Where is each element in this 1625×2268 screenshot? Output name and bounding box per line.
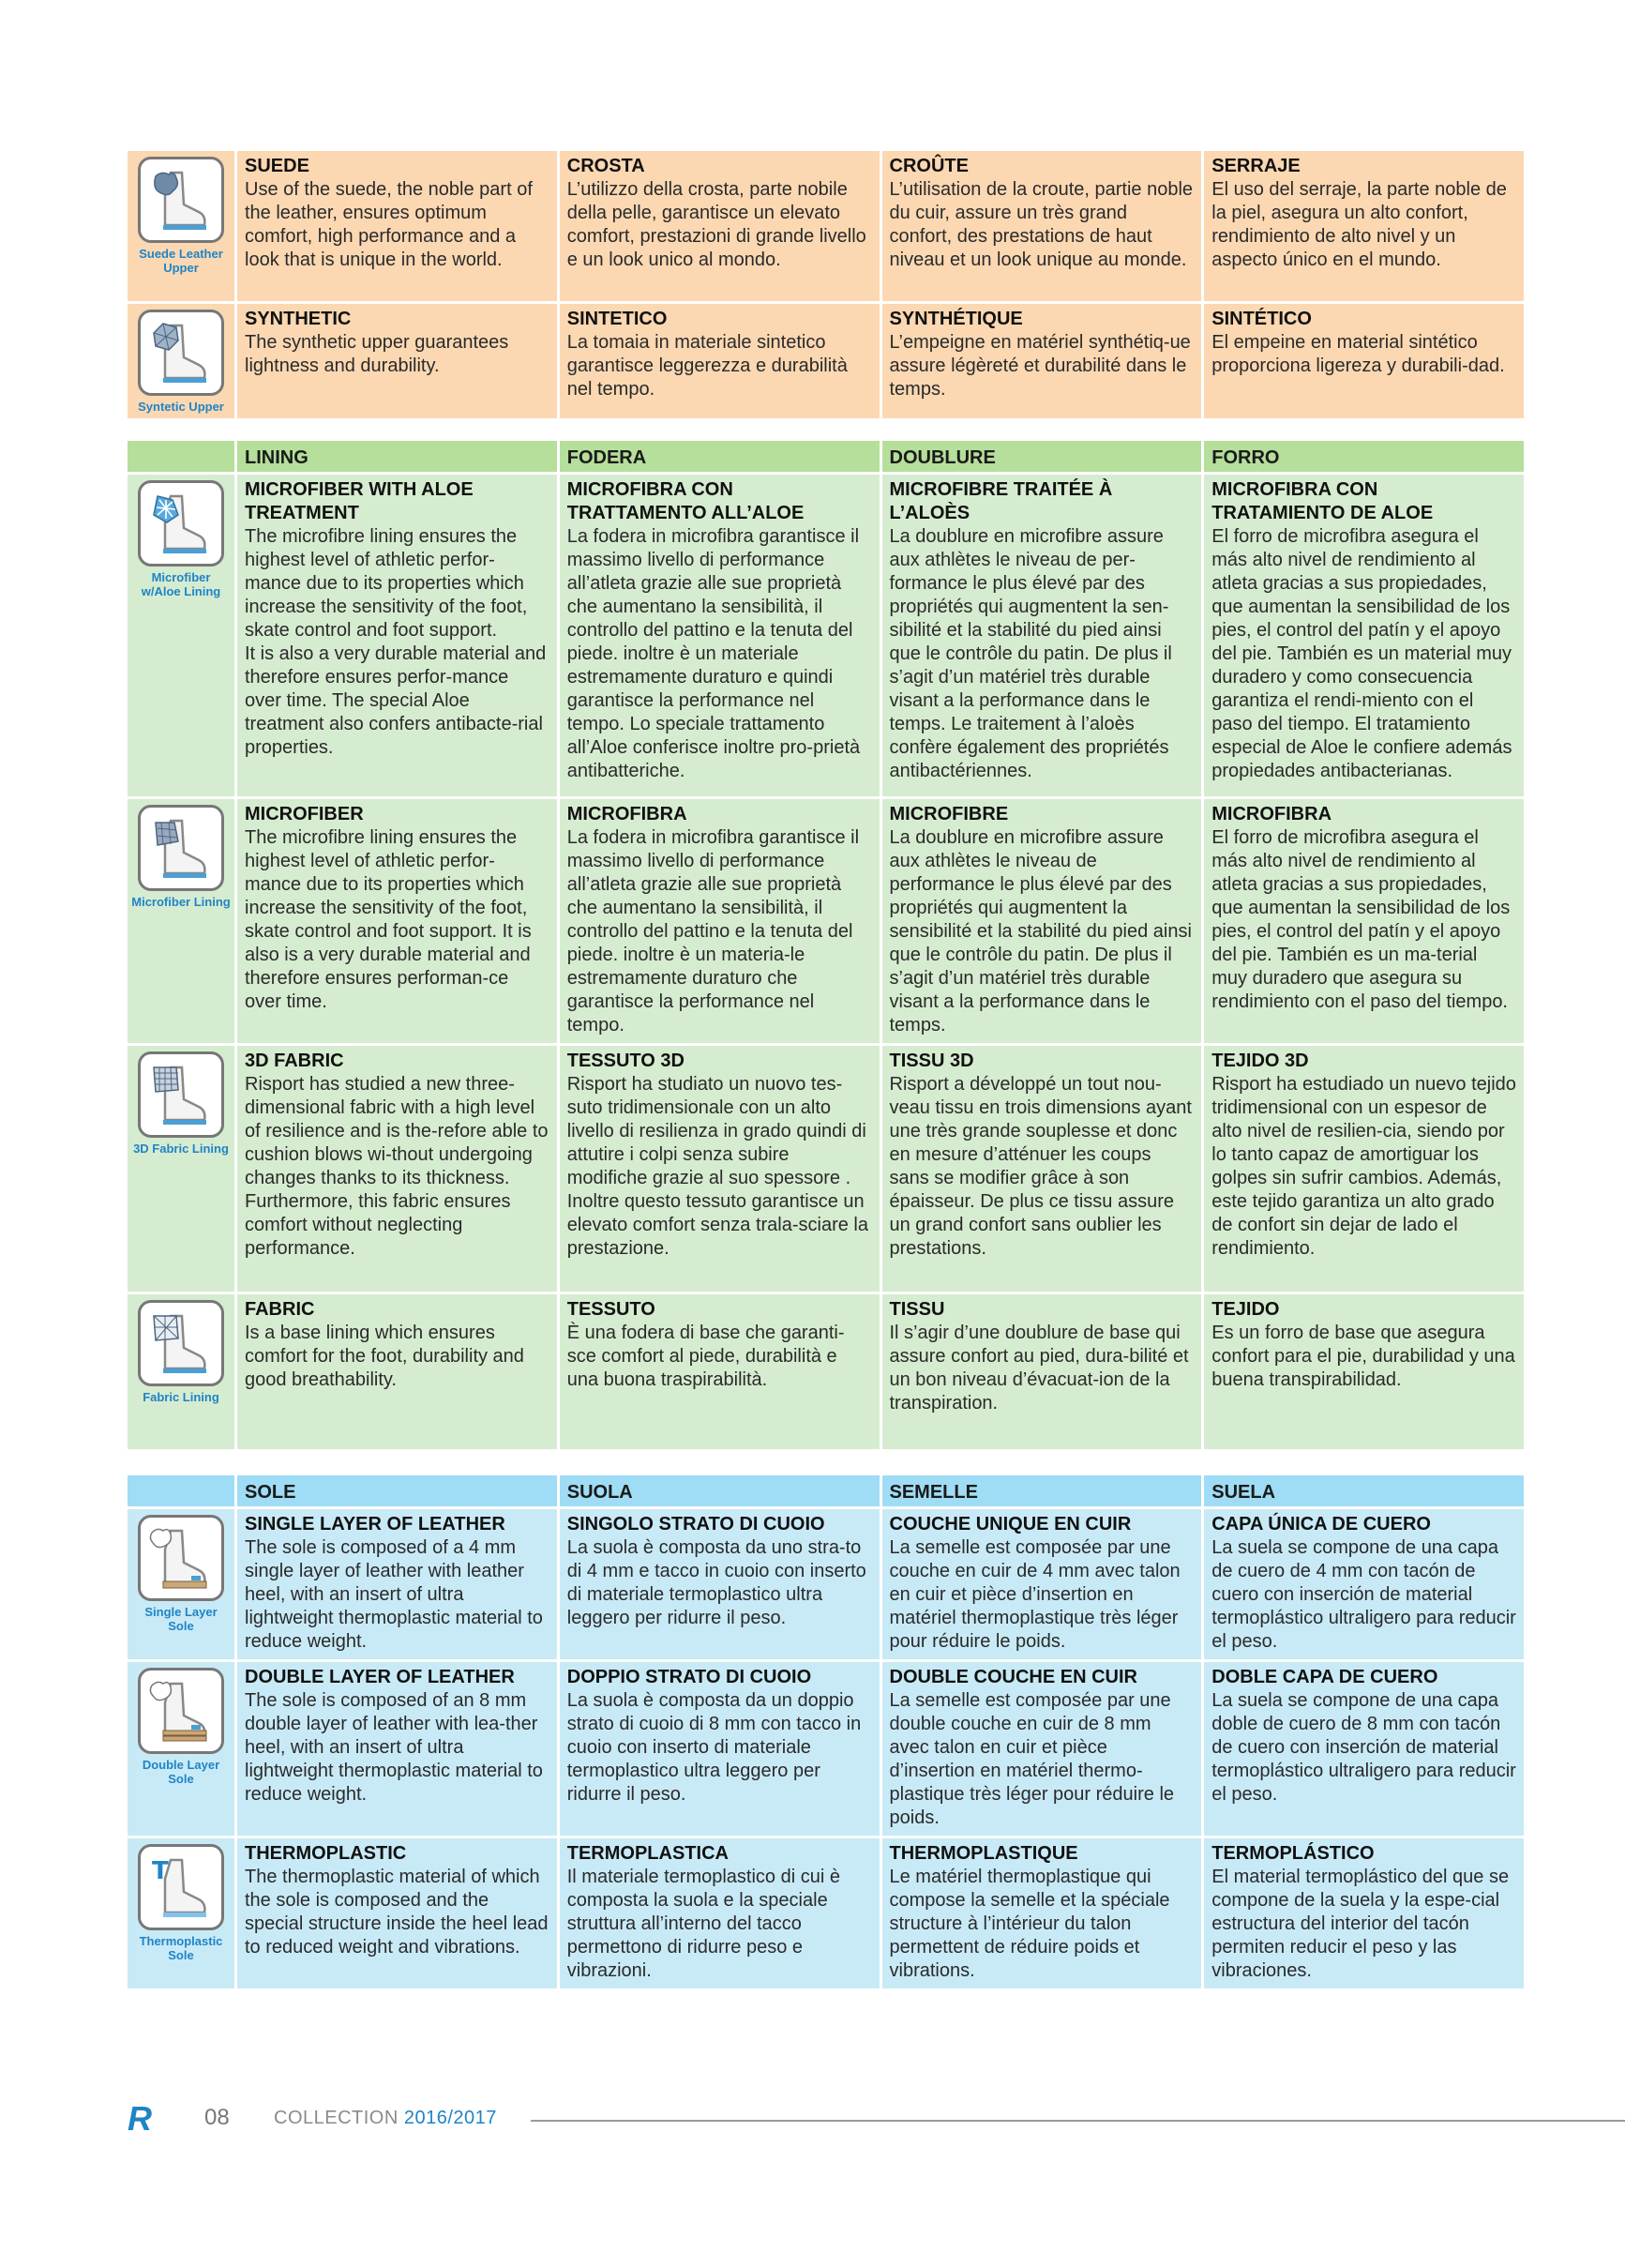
material-name: THERMOPLASTIC bbox=[245, 1843, 407, 1864]
material-description: La suola è composta da un doppio strato di cuoio di 8 mm con tacco in cuoio con inserto di materiale termoplastico ultra leggero per ridurre il peso. bbox=[566, 1690, 862, 1805]
cell-it bbox=[560, 799, 880, 1043]
cell-it bbox=[560, 1294, 880, 1449]
material-description: El material termoplástico del que se compone de la suela y la espe-cial estructura del interior del tacón permiten reducir el peso y las vibraciones. bbox=[1211, 1867, 1510, 1981]
cell-fr bbox=[882, 151, 1202, 301]
icon-label: Microfiber w/Aloe Lining bbox=[141, 570, 221, 598]
table-row bbox=[128, 151, 1524, 301]
material-name: SYNTHÉTIQUE bbox=[889, 309, 1023, 329]
material-name: SINGLE LAYER OF LEATHER bbox=[245, 1514, 505, 1535]
icon-label: 3D Fabric Lining bbox=[133, 1142, 229, 1156]
material-description: Il materiale termoplastico di cui è composta la suola e la speciale struttura all’interno del tacco permettono di ridurre peso e vibrazioni. bbox=[566, 1867, 840, 1981]
cell-en bbox=[237, 799, 557, 1043]
header-spacer bbox=[128, 1475, 234, 1506]
material-description: La suela se compone de una capa doble de cuero de 8 mm con tacón de cuero con inserción de material termoplástico ultraligero para reducir el peso. bbox=[1211, 1690, 1516, 1805]
header-en: SOLE bbox=[237, 1475, 557, 1506]
icon-label: Thermoplastic Sole bbox=[139, 1934, 223, 1962]
material-description: The synthetic upper guarantees lightness and durability. bbox=[245, 332, 509, 376]
icon-label: Fabric Lining bbox=[143, 1390, 219, 1404]
material-description: El uso del serraje, la parte noble de la piel, asegura un alto confort, rendimiento de alto nivel y un aspecto único en el mundo. bbox=[1211, 179, 1507, 270]
material-description: El empeine en material sintético proporciona ligereza y durabili-dad. bbox=[1211, 332, 1505, 376]
header-it: FODERA bbox=[560, 441, 880, 472]
sole-header-row bbox=[128, 1475, 1524, 1506]
cell-en bbox=[237, 1294, 557, 1449]
material-name: MICROFIBRA bbox=[566, 804, 687, 824]
lining-icon-cell bbox=[128, 1294, 234, 1449]
fabric-lining-icon bbox=[138, 1300, 224, 1386]
header-fr: DOUBLURE bbox=[882, 441, 1202, 472]
header-spacer bbox=[128, 441, 234, 472]
header-it: SUOLA bbox=[560, 1475, 880, 1506]
header-fr: SEMELLE bbox=[882, 1475, 1202, 1506]
cell-it bbox=[560, 1662, 880, 1836]
table-row bbox=[128, 799, 1524, 1043]
microfiber-lining-icon bbox=[138, 805, 224, 891]
material-name: DOUBLE LAYER OF LEATHER bbox=[245, 1667, 515, 1687]
sole-icon-cell bbox=[128, 1509, 234, 1659]
icon-label: Syntetic Upper bbox=[138, 400, 224, 414]
material-name: TISSU 3D bbox=[889, 1051, 974, 1071]
cell-en bbox=[237, 1046, 557, 1292]
lining-section bbox=[125, 438, 1527, 1452]
thermoplastic-sole-icon bbox=[138, 1844, 224, 1930]
material-description: Risport a développé un tout nou-veau tissu en trois dimensions ayant une très grande souplesse et donc en mesure d’atténuer les coups sans se modifier grâce à son épaisseur. De plus ce tissu assure un grand confort sans oublier les prestations. bbox=[889, 1074, 1192, 1259]
table-row bbox=[128, 475, 1524, 796]
sole-icon-cell bbox=[128, 1838, 234, 1988]
syntetic-upper-icon bbox=[138, 310, 224, 396]
suede-leather-upper-icon bbox=[138, 157, 224, 243]
risport-logo: R bbox=[128, 2099, 152, 2138]
material-description: La suela se compone de una capa de cuero de 4 mm con tacón de cuero con inserción de material termoplástico ultraligero para reducir el peso. bbox=[1211, 1537, 1516, 1652]
table-row bbox=[128, 1046, 1524, 1292]
header-es: FORRO bbox=[1204, 441, 1524, 472]
cell-en bbox=[237, 304, 557, 418]
cell-it bbox=[560, 151, 880, 301]
material-name: MICROFIBRA CON TRATAMIENTO DE ALOE bbox=[1211, 479, 1434, 523]
material-description: La suola è composta da uno stra-to di 4 mm e tacco in cuoio con inserto di materiale termoplastico ultra leggero per ridurre il peso. bbox=[566, 1537, 866, 1628]
3d-fabric-lining-icon bbox=[138, 1051, 224, 1138]
cell-en bbox=[237, 151, 557, 301]
lining-icon-cell bbox=[128, 799, 234, 1043]
double-layer-sole-icon bbox=[138, 1668, 224, 1754]
cell-es bbox=[1204, 1509, 1524, 1659]
material-name: MICROFIBRE TRAITÉE À L’ALOÈS bbox=[889, 479, 1113, 523]
cell-en bbox=[237, 1838, 557, 1988]
material-description: Risport ha estudiado un nuevo tejido tridimensional con un espesor de alto nivel de resilien-cia, siendo por lo tanto capaz de amortiguar los golpes sin sufrir cambios. Además, este tejido garantiza un alto grado de confort sin dejar de lado el rendimiento. bbox=[1211, 1074, 1516, 1259]
cell-es bbox=[1204, 1838, 1524, 1988]
table-row bbox=[128, 1838, 1524, 1988]
collection-label bbox=[274, 2108, 497, 2129]
icon-label: Microfiber Lining bbox=[131, 895, 231, 909]
material-name: MICROFIBER WITH ALOE TREATMENT bbox=[245, 479, 474, 523]
material-description: La doublure en microfibre assure aux athlètes le niveau de per-formance le plus élevé par des propriétés qui augmentent la sen-sibilité et la stabilité du pied ainsi que le contrôle du patin. De plus il s’agit d’un matériel très durable visant a la performance dans le temps. Le traitement à l’aloès confère également des propriétés antibactériennes. bbox=[889, 526, 1172, 781]
material-name: TESSUTO 3D bbox=[566, 1051, 685, 1071]
thermoplastic-letter: T bbox=[152, 1857, 169, 1885]
cell-it bbox=[560, 304, 880, 418]
material-description: La semelle est composée par une double couche en cuir de 8 mm avec talon en cuir et pièce d’insertion en matériel thermo-plastique très léger pour réduire le poids. bbox=[889, 1690, 1175, 1828]
material-description: La semelle est composée par une couche en cuir de 4 mm avec talon en cuir et pièce d’insertion en matériel thermoplastique très léger pour réduire le poids. bbox=[889, 1537, 1181, 1652]
table-row bbox=[128, 304, 1524, 418]
material-name: DOBLE CAPA DE CUERO bbox=[1211, 1667, 1438, 1687]
icon-label: Double Layer Sole bbox=[142, 1758, 220, 1786]
footer-rule bbox=[531, 2120, 1625, 2122]
material-name: SUEDE bbox=[245, 156, 309, 176]
material-description: L’empeigne en matériel synthétiq-ue assure légèreté et durabilité dans le temps. bbox=[889, 332, 1191, 400]
page-footer bbox=[128, 2099, 1625, 2137]
material-description: Is a base lining which ensures comfort for the foot, durability and good breathability. bbox=[245, 1323, 524, 1390]
icon-label: Single Layer Sole bbox=[144, 1605, 218, 1633]
cell-es bbox=[1204, 1294, 1524, 1449]
microfiber-aloe-lining-icon bbox=[138, 480, 224, 567]
table-row bbox=[128, 1509, 1524, 1659]
header-es: SUELA bbox=[1204, 1475, 1524, 1506]
cell-fr bbox=[882, 1509, 1202, 1659]
material-name: TERMOPLÁSTICO bbox=[1211, 1843, 1375, 1864]
material-name: SERRAJE bbox=[1211, 156, 1301, 176]
material-name: TERMOPLASTICA bbox=[566, 1843, 729, 1864]
section-gap bbox=[128, 421, 1524, 438]
material-description: Risport has studied a new three-dimensional fabric with a high level of resilience and is the-refore able to cushion blows wi-thout undergoing changes thanks to its thickness. Furthermore, this fabric ensures comfort without neglecting performance. bbox=[245, 1074, 549, 1259]
cell-fr bbox=[882, 304, 1202, 418]
material-name: SINGOLO STRATO DI CUOIO bbox=[566, 1514, 825, 1535]
material-description: La fodera in microfibra garantisce il massimo livello di performance all’atleta grazie alle sue proprietà che aumentano la sensibilità, il controllo del pattino e la tenuta del piede. inoltre è un materiale estremamente duraturo e quindi garantisce la performance nel tempo. Lo speciale trattamento all’Aloe conferisce inoltre pro-prietà antibatteriche. bbox=[566, 526, 861, 781]
collection-year: 2016/2017 bbox=[403, 2108, 497, 2128]
section-gap bbox=[128, 1452, 1524, 1473]
cell-it bbox=[560, 475, 880, 796]
single-layer-sole-icon bbox=[138, 1515, 224, 1601]
cell-es bbox=[1204, 151, 1524, 301]
cell-en bbox=[237, 1509, 557, 1659]
material-description: Use of the suede, the noble part of the leather, ensures optimum comfort, high performance and a look that is unique in the world. bbox=[245, 179, 533, 270]
material-description: È una fodera di base che garanti-sce comfort al piede, durabilità e una buona traspirabilità. bbox=[566, 1323, 845, 1390]
material-name: MICROFIBRA bbox=[1211, 804, 1332, 824]
cell-es bbox=[1204, 304, 1524, 418]
cell-fr bbox=[882, 799, 1202, 1043]
lining-icon-cell bbox=[128, 1046, 234, 1292]
upper-icon-cell bbox=[128, 304, 234, 418]
material-name: MICROFIBRA CON TRATTAMENTO ALL’ALOE bbox=[566, 479, 805, 523]
material-description: The thermoplastic material of which the sole is composed and the special structure inside the heel lead to reduced weight and vibrations. bbox=[245, 1867, 549, 1958]
icon-label: Suede Leather Upper bbox=[139, 247, 223, 275]
material-name: 3D FABRIC bbox=[245, 1051, 344, 1071]
material-description: Il s’agir d’une doublure de base qui assure confort au pied, dura-bilité et un bon niveau d’évacuat-ion de la transpiration. bbox=[889, 1323, 1189, 1414]
material-name: TEJIDO 3D bbox=[1211, 1051, 1309, 1071]
material-description: Risport ha studiato un nuovo tes-suto tridimensionale con un alto livello di resilienza in grado quindi di attutire i colpi senza subire modifiche grazie al suo spessore . Inoltre questo tessuto garantisce un elevato comfort senza trala-sciare la prestazione. bbox=[566, 1074, 868, 1259]
material-name: CROSTA bbox=[566, 156, 645, 176]
material-name: SYNTHETIC bbox=[245, 309, 352, 329]
material-name: MICROFIBER bbox=[245, 804, 364, 824]
cell-fr bbox=[882, 1294, 1202, 1449]
header-en: LINING bbox=[237, 441, 557, 472]
page-number: 08 bbox=[204, 2105, 230, 2130]
material-description: El forro de microfibra asegura el más alto nivel de rendimiento al atleta gracias a sus propiedades, que aumentan la sensibilidad de los pies, el control del patín y el apoyo del pie. También es un material muy duradero y como consecuencia garantiza el rendi-miento con el paso del tiempo. El tratamiento especial de Aloe le confiere además propiedades antibacterianas. bbox=[1211, 526, 1512, 781]
table-row bbox=[128, 1294, 1524, 1449]
material-name: SINTETICO bbox=[566, 309, 668, 329]
material-name: DOUBLE COUCHE EN CUIR bbox=[889, 1667, 1137, 1687]
cell-es bbox=[1204, 1046, 1524, 1292]
collection-text: COLLECTION bbox=[274, 2108, 399, 2128]
upper-icon-cell bbox=[128, 151, 234, 301]
material-description: The microfibre lining ensures the highest level of athletic perfor-mance due to its properties which increase the sensitivity of the foot, skate control and foot support. It is also a very durable material and therefore ensures perfor-mance over time. The special Aloe treatment also confers antibacte-rial properties. bbox=[245, 526, 547, 758]
cell-it bbox=[560, 1509, 880, 1659]
material-name: CAPA ÚNICA DE CUERO bbox=[1211, 1514, 1431, 1535]
material-table bbox=[128, 148, 1524, 1991]
upper-section bbox=[125, 148, 1527, 421]
cell-es bbox=[1204, 799, 1524, 1043]
cell-it bbox=[560, 1046, 880, 1292]
cell-fr bbox=[882, 1662, 1202, 1836]
material-description: L’utilisation de la croute, partie noble du cuir, assure un très grand confort, des prestations de haut niveau et un look unique au monde. bbox=[889, 179, 1194, 270]
material-description: The sole is composed of a 4 mm single layer of leather with leather heel, with an insert of ultra lightweight thermoplastic material to reduce weight. bbox=[245, 1537, 543, 1652]
cell-fr bbox=[882, 1046, 1202, 1292]
material-description: Es un forro de base que asegura confort para el pie, durabilidad y una buena transpirabilidad. bbox=[1211, 1323, 1515, 1390]
material-name: CROÛTE bbox=[889, 156, 969, 176]
material-description: El forro de microfibra asegura el más alto nivel de rendimiento al atleta gracias a sus propiedades, que aumentan la sensibilidad de los pies, el control del patín y el apoyo del pie. También es un ma-terial muy duradero que asegura su rendimiento con el paso del tiempo. bbox=[1211, 827, 1511, 1012]
cell-en bbox=[237, 475, 557, 796]
material-name: TISSU bbox=[889, 1299, 945, 1320]
material-name: SINTÉTICO bbox=[1211, 309, 1312, 329]
cell-en bbox=[237, 1662, 557, 1836]
material-name: FABRIC bbox=[245, 1299, 315, 1320]
material-description: La fodera in microfibra garantisce il massimo livello di performance all’atleta grazie alle sue proprietà che aumentano la sensibilità, il controllo del pattino e la tenuta del piede. inoltre è un materia-le estremamente duraturo che garantisce la performance nel tempo. bbox=[566, 827, 860, 1036]
cell-es bbox=[1204, 1662, 1524, 1836]
cell-fr bbox=[882, 475, 1202, 796]
lining-header-row bbox=[128, 441, 1524, 472]
material-description: Le matériel thermoplastique qui compose la semelle et la spéciale structure à l’intérieur du talon permettent de réduire poids et vibrations. bbox=[889, 1867, 1170, 1981]
material-name: COUCHE UNIQUE EN CUIR bbox=[889, 1514, 1132, 1535]
material-description: L’utilizzo della crosta, parte nobile della pelle, garantisce un elevato comfort, prestazioni di grande livello e un look unico al mondo. bbox=[566, 179, 866, 270]
material-name: TEJIDO bbox=[1211, 1299, 1280, 1320]
material-name: THERMOPLASTIQUE bbox=[889, 1843, 1078, 1864]
cell-it bbox=[560, 1838, 880, 1988]
material-description: The sole is composed of an 8 mm double layer of leather with lea-ther heel, with an insert of ultra lightweight thermoplastic material to reduce weight. bbox=[245, 1690, 543, 1805]
sole-icon-cell bbox=[128, 1662, 234, 1836]
material-description: La tomaia in materiale sintetico garantisce leggerezza e durabilità nel tempo. bbox=[566, 332, 848, 400]
cell-fr bbox=[882, 1838, 1202, 1988]
table-row bbox=[128, 1662, 1524, 1836]
cell-es bbox=[1204, 475, 1524, 796]
material-description: The microfibre lining ensures the highest level of athletic perfor-mance due to its properties which increase the sensitivity of the foot, skate control and foot support. It is also is a very durable material and therefore ensures performan-ce over time. bbox=[245, 827, 532, 1012]
lining-icon-cell bbox=[128, 475, 234, 796]
material-name: MICROFIBRE bbox=[889, 804, 1009, 824]
material-name: TESSUTO bbox=[566, 1299, 655, 1320]
sole-section bbox=[125, 1473, 1527, 1991]
material-name: DOPPIO STRATO DI CUOIO bbox=[566, 1667, 812, 1687]
material-description: La doublure en microfibre assure aux athlètes le niveau de performance le plus élevé par des propriétés qui augmentent la sensibilité et la stabilité du pied ainsi que le contrôle du patin. De plus il s’agit d’un matériel très durable visant a la performance dans le temps. bbox=[889, 827, 1192, 1036]
